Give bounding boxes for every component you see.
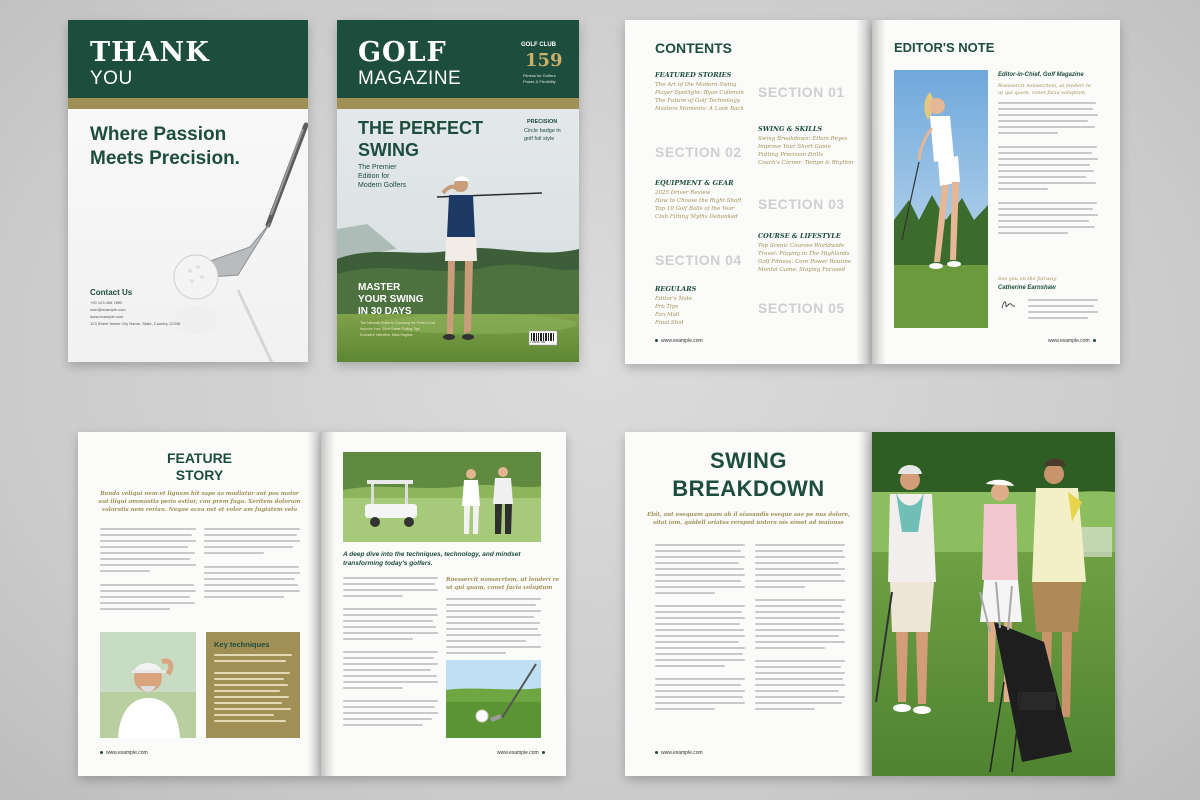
- magazine-title: GOLF: [358, 37, 447, 68]
- master-line-3: IN 30 DAYS: [358, 306, 412, 317]
- gutter-shadow: [872, 20, 886, 364]
- toc-group-swing: [758, 125, 868, 167]
- toc-item[interactable]: Player Spotlight: Ryan Coleman: [655, 90, 744, 96]
- toc-group-featured: [655, 71, 755, 113]
- contact-phone: +00 123 456 7890: [90, 300, 123, 305]
- section-label-04: SECTION 04: [655, 252, 742, 268]
- cover-sub-2: Edition for: [358, 173, 390, 180]
- toc-item[interactable]: Coach's Corner: Tempo & Rhythm: [758, 160, 854, 166]
- editor-footer: [1048, 338, 1099, 344]
- toc-heading: EQUIPMENT & GEAR: [655, 179, 734, 187]
- contact-address: 123 Street Name City Name, State, Country 12345: [90, 321, 181, 326]
- toc-item[interactable]: The Future of Golf Technology: [655, 98, 740, 104]
- footer-url: www.example.com: [661, 338, 703, 344]
- section-label-01: SECTION 01: [758, 84, 845, 100]
- cover-headline-2: SWING: [358, 140, 419, 160]
- toc-heading: REGULARS: [655, 285, 697, 293]
- editor-golfer-photo: [894, 70, 988, 328]
- editor-lead-1: Roessercit nonsecrtem, ut lenderi re: [998, 83, 1091, 89]
- feature-body-col-1: [100, 528, 196, 614]
- cover-headline-1: THE PERFECT: [358, 118, 484, 138]
- precision-label: PRECISION: [527, 119, 558, 125]
- toc-item[interactable]: 2025 Driver Review: [655, 190, 711, 196]
- cover-bullet-2: Improve Your Short Game Putting Tips: [360, 327, 420, 331]
- gutter-shadow: [856, 20, 870, 364]
- master-line-1: MASTER: [358, 282, 401, 293]
- swing-body-col-2: [755, 544, 845, 714]
- back-cover-title: THANK: [90, 37, 210, 68]
- toc-item[interactable]: Mental Game: Staying Focused: [758, 267, 846, 273]
- issue-tagline-2: Power & Flexibility: [523, 79, 556, 84]
- feature-left-footer: [100, 750, 148, 756]
- golfers-group-photo-page: [872, 432, 1115, 776]
- toc-item[interactable]: How to Choose the Right Shaft: [655, 198, 742, 204]
- footer-url: www.example.com: [661, 750, 703, 756]
- club-label: GOLF CLUB: [521, 42, 556, 48]
- toc-item[interactable]: Improve Your Short Game: [758, 144, 831, 150]
- golf-ball-tee-photo: [446, 660, 541, 738]
- toc-item[interactable]: Fan Mail: [655, 312, 680, 318]
- swing-title-1: SWING: [709, 448, 788, 473]
- swing-breakdown-page: [625, 432, 872, 776]
- smiling-golfer-photo: [100, 632, 196, 738]
- cover-sub-1: The Premier: [358, 164, 397, 171]
- back-cover-tagline-2: Meets Precision.: [90, 148, 240, 169]
- gutter-shadow: [321, 432, 335, 776]
- cover-bullet-3: Exclusive Interview: Mark Hughes: [360, 333, 413, 337]
- key-techniques-title: Key techniques: [214, 640, 270, 649]
- feature-story-right-page: [321, 432, 566, 776]
- editor-name: Catherine Earnshaw: [998, 285, 1056, 291]
- back-cover: [68, 20, 308, 362]
- key-techniques-text: [214, 654, 292, 726]
- footer-url: www.example.com: [106, 750, 148, 756]
- toc-heading: SWING & SKILLS: [758, 125, 823, 133]
- contact-heading: Contact Us: [90, 288, 133, 297]
- editor-role: Editor-in-Chief, Golf Magazine: [998, 72, 1084, 78]
- toc-item[interactable]: Masters Moments: A Look Back: [655, 106, 744, 112]
- cover-sub-3: Modern Golfers: [358, 182, 407, 189]
- swing-lead-1: Ebit, aut esequam quam ab il eiusandis eseque sae pe nus dolore,: [647, 512, 850, 518]
- toc-item[interactable]: Golf Fitness: Core Power Routine: [758, 259, 852, 265]
- toc-item[interactable]: Top 10 Golf Balls of the Year: [655, 206, 735, 212]
- issue-tagline-1: Fitness for Golfers: [523, 73, 556, 78]
- golf-cart-photo: [343, 452, 541, 542]
- front-cover-gold-rule: [337, 98, 579, 109]
- gutter-shadow: [307, 432, 321, 776]
- signature-icon: [1000, 298, 1016, 310]
- feature-title-1: FEATURE: [166, 450, 233, 466]
- precision-text-1: Circle badge in: [524, 128, 561, 134]
- feature-quote-1: Roessercit nonsecrtem, ut lenderi re: [446, 577, 560, 583]
- feature-body-col-2: [204, 528, 300, 602]
- contents-footer: [655, 338, 703, 344]
- editors-note-page: [872, 20, 1120, 364]
- deep-dive-2: transforming today's golfers.: [343, 560, 433, 567]
- front-cover: [337, 20, 579, 362]
- deep-dive-1: A deep dive into the techniques, technology, and mindset: [343, 551, 521, 558]
- editor-lead-2: ut qui quam, conet facia voluptum: [998, 90, 1085, 96]
- contents-title: CONTENTS: [655, 40, 732, 56]
- toc-item[interactable]: Swing Breakdown: Ethan Reyes: [758, 136, 848, 142]
- toc-item[interactable]: Travel: Playing in The Highlands: [758, 251, 850, 257]
- toc-group-regulars: [655, 285, 755, 327]
- key-techniques-box: [206, 632, 300, 738]
- feature-quote-2: ut qui quam, conet facia voluptum: [446, 585, 553, 591]
- magazine-subtitle: MAGAZINE: [358, 68, 462, 89]
- feature-right-footer: [497, 750, 548, 756]
- swing-body-col-1: [655, 544, 745, 714]
- back-cover-tagline-1: Where Passion: [90, 124, 227, 145]
- barcode-number: 1 234567 890: [530, 341, 546, 344]
- editor-body-text: [998, 102, 1098, 238]
- section-label-03: SECTION 03: [758, 196, 845, 212]
- precision-text-2: golf foil style: [524, 136, 555, 142]
- golfers-group-photo: [872, 432, 1115, 776]
- section-label-05: SECTION 05: [758, 300, 845, 316]
- toc-item[interactable]: Final Shot: [655, 320, 684, 326]
- feature-title-2: STORY: [175, 467, 224, 483]
- toc-heading: FEATURED STORIES: [655, 71, 732, 79]
- back-cover-subtitle: YOU: [90, 68, 133, 89]
- toc-item[interactable]: Club Fitting Myths Debunked: [655, 214, 738, 220]
- editors-note-title: EDITOR'S NOTE: [894, 40, 995, 55]
- footer-url: www.example.com: [497, 750, 539, 756]
- feature-lead-1: Renda veliqui nem et lignam hit aspe as modiatur aut pos maior: [100, 491, 299, 497]
- toc-group-course: [758, 232, 868, 274]
- editor-signoff: See you on the fairway,: [998, 276, 1058, 282]
- toc-item[interactable]: Pro Tips: [655, 304, 679, 310]
- toc-item[interactable]: The Art of the Modern Swing: [655, 82, 737, 88]
- cover-bullet-1: The Ultimate Guide to Choosing the Perfect Golf: [360, 321, 436, 325]
- feature-story-left-page: [78, 432, 321, 776]
- swing-lead-2: sitat iam, quidell oriates rersped untora nis simet ad maionse: [653, 520, 844, 526]
- toc-item[interactable]: Editor's Note: [655, 296, 693, 302]
- swing-title-2: BREAKDOWN: [672, 476, 825, 501]
- feature-lead-2: aut iliqui ommostia peris estiur, con prem fuga. Xeritem dolorum: [98, 499, 301, 505]
- toc-group-equipment: [655, 179, 755, 221]
- master-line-2: YOUR SWING: [358, 294, 424, 305]
- section-label-02: SECTION 02: [655, 144, 742, 160]
- toc-heading: COURSE & LIFESTYLE: [758, 232, 841, 240]
- toc-item[interactable]: Putting Precision Drills: [758, 152, 823, 158]
- toc-item[interactable]: Top Scenic Courses Worldwide: [758, 243, 845, 249]
- feature-right-body-col-1: [343, 577, 438, 730]
- issue-number: 159: [525, 50, 563, 71]
- editor-sidebar-text: [1028, 299, 1098, 323]
- feature-right-body-col-2: [446, 598, 541, 658]
- feature-lead-3: voloratis nem rerian. Neque acea net et volor am fugiatem velo: [101, 507, 298, 513]
- swing-footer: [655, 750, 703, 756]
- contact-email: user@example.com: [90, 307, 126, 312]
- contents-page: [625, 20, 870, 364]
- back-cover-gold-rule: [68, 98, 308, 109]
- contact-website: www.example.com: [90, 314, 124, 319]
- footer-url: www.example.com: [1048, 338, 1090, 344]
